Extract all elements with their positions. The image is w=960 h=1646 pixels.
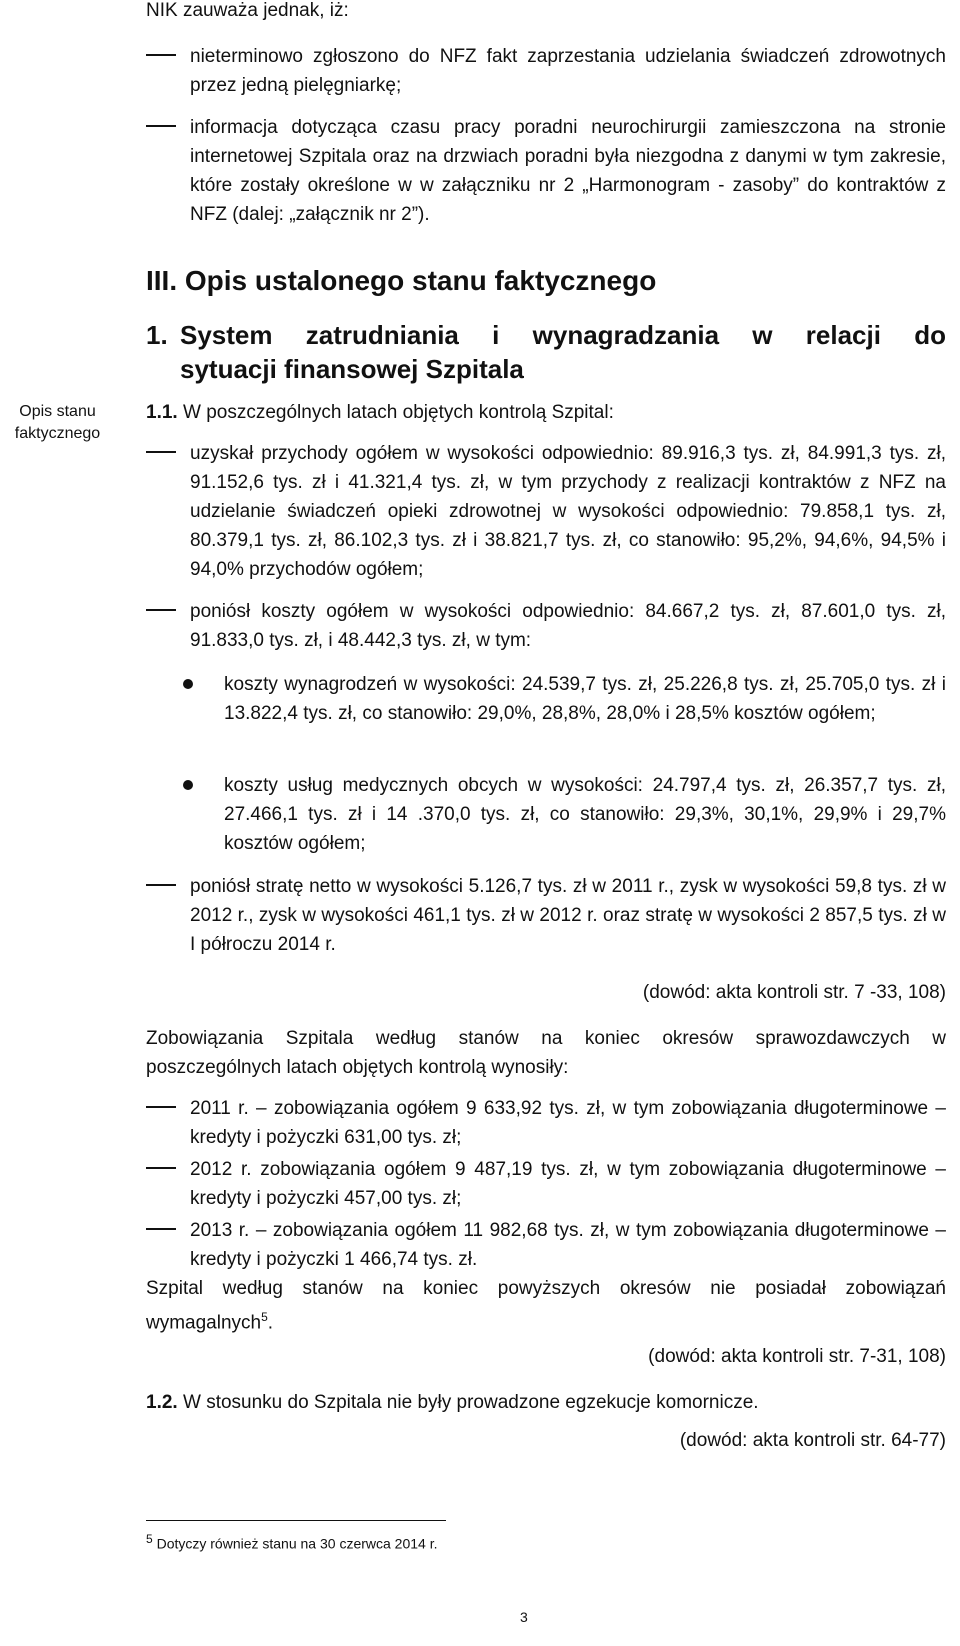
no-due-end: . [267,1312,274,1334]
intro-text: NIK zauważa jednak, iż: [146,0,349,21]
list-item [146,872,946,959]
dash-marker [146,1228,176,1230]
evidence-reference: (dowód: akta kontroli str. 64-77) [679,1430,946,1451]
bullet-icon [183,679,193,689]
subsection-number: 1. [146,320,168,350]
paragraph-1-1 [146,398,946,427]
footnote [146,1532,438,1552]
list-item-text: poniósł koszty ogółem w wysokości odpowiednio: 84.667,2 tys. zł, 87.601,0 tys. zł, 91.833,0 tys. zł, i 48.442,3 tys. zł, w tym: [190,601,946,651]
list-item-text: 2011 r. – zobowiązania ogółem 9 633,92 tys. zł, w tym zobowiązania długoterminowe – kredyty i pożyczki 631,00 tys. zł; [190,1098,946,1148]
dash-marker [146,884,176,886]
paragraph-number: 1.1. [146,402,178,423]
evidence-reference: (dowód: akta kontroli str. 7 -33, 108) [642,982,946,1003]
no-due-text: Szpital według stanów na koniec powyższych okresów nie posiadał zobowiązań wymagalnych [146,1278,946,1334]
bullet-item [180,771,946,858]
dash-marker [146,451,176,453]
footnote-text: Dotyczy również stanu na 30 czerwca 2014 r. [156,1535,438,1552]
footnote-number: 5 [146,1532,153,1546]
section-heading: III. Opis ustalonego stanu faktycznego [146,265,657,296]
dash-marker [146,125,176,127]
bullet-item-text: koszty wynagrodzeń w wysokości: 24.539,7 tys. zł, 25.226,8 tys. zł, 25.705,0 tys. zł i 13.822,4 tys. zł, co stanowiło: 29,0%, 28,8%, 28,0% i 28,5% kosztów ogółem; [224,674,946,724]
list-item [146,42,946,100]
footnote-ref: 5 [261,1310,268,1324]
list-item-text: uzyskał przychody ogółem w wysokości odpowiednio: 89.916,3 tys. zł, 84.991,3 tys. zł, 91.152,6 tys. zł i 41.321,4 tys. zł, w tym przychody z realizacji kontraktów z NFZ na udzielanie świadczeń opieki zdrowotnej w wysokości odpowiednio: 79.858,1 tys. zł, 80.379,1 tys. zł, 86.102,3 tys. zł i 38.821,7 tys. zł, co stanowiło: 95,2%, 94,6%, 94,5% i 94,0% przychodów ogółem; [190,443,946,580]
list-item-text: nieterminowo zgłoszono do NFZ fakt zaprzestania udzielania świadczeń zdrowotnych przez jedną pielęgniarkę; [190,46,946,96]
page-number: 3 [520,1609,528,1625]
list-item [146,1094,946,1152]
subsection-title-line2: sytuacji finansowej Szpitala [180,354,524,384]
list-item-text: informacja dotycząca czasu pracy poradni neurochirurgii zamieszczona na stronie internetowej Szpitala oraz na drzwiach poradni była niezgodna z danymi w tym zakresie, które zostały określone w w załączniku nr 2 „Harmonogram - zasoby” do kontraktów z NFZ (dalej: „załącznik nr 2”). [190,117,946,225]
margin-note: Opis stanu faktycznego [14,403,101,442]
dash-marker [146,1106,176,1108]
dash-marker [146,609,176,611]
bullet-item [180,670,946,728]
list-item-text: poniósł stratę netto w wysokości 5.126,7 tys. zł w 2011 r., zysk w wysokości 59,8 tys. zł w 2012 r., zysk w wysokości 461,1 tys. zł w 2012 r. oraz stratę w wysokości 2 857,5 tys. zł w I półroczu 2014 r. [190,876,946,955]
list-item [146,113,946,229]
subsection-title-line1: System zatrudniania i wynagradzania w relacji do [180,320,946,350]
list-item-text: 2013 r. – zobowiązania ogółem 11 982,68 tys. zł, w tym zobowiązania długoterminowe – kredyty i pożyczki 1 466,74 tys. zł. [190,1220,946,1270]
list-item [146,1216,946,1274]
bullet-icon [183,780,193,790]
paragraph-1-2 [146,1388,946,1417]
dash-marker [146,54,176,56]
no-due-paragraph [146,1274,946,1337]
paragraph-text: W poszczególnych latach objętych kontrolą Szpital: [182,402,614,423]
paragraph-number: 1.2. [146,1392,178,1413]
subsection-heading [146,318,946,386]
liabilities-intro: Zobowiązania Szpitala według stanów na koniec okresów sprawozdawczych w poszczególnych latach objętych kontrolą wynosiły: [146,1028,946,1078]
bullet-item-text: koszty usług medycznych obcych w wysokości: 24.797,4 tys. zł, 26.357,7 tys. zł, 27.466,1 tys. zł i 14 .370,0 tys. zł, co stanowiło: 29,3%, 30,1%, 29,9% i 29,7% kosztów ogółem; [224,775,946,854]
footnote-separator [146,1520,446,1521]
evidence-reference: (dowód: akta kontroli str. 7-31, 108) [648,1346,946,1367]
list-item [146,1155,946,1213]
list-item [146,439,946,584]
paragraph-text: W stosunku do Szpitala nie były prowadzone egzekucje komornicze. [182,1392,759,1413]
list-item-text: 2012 r. zobowiązania ogółem 9 487,19 tys. zł, w tym zobowiązania długoterminowe – kredyty i pożyczki 457,00 tys. zł; [190,1159,946,1209]
list-item [146,597,946,655]
dash-marker [146,1167,176,1169]
